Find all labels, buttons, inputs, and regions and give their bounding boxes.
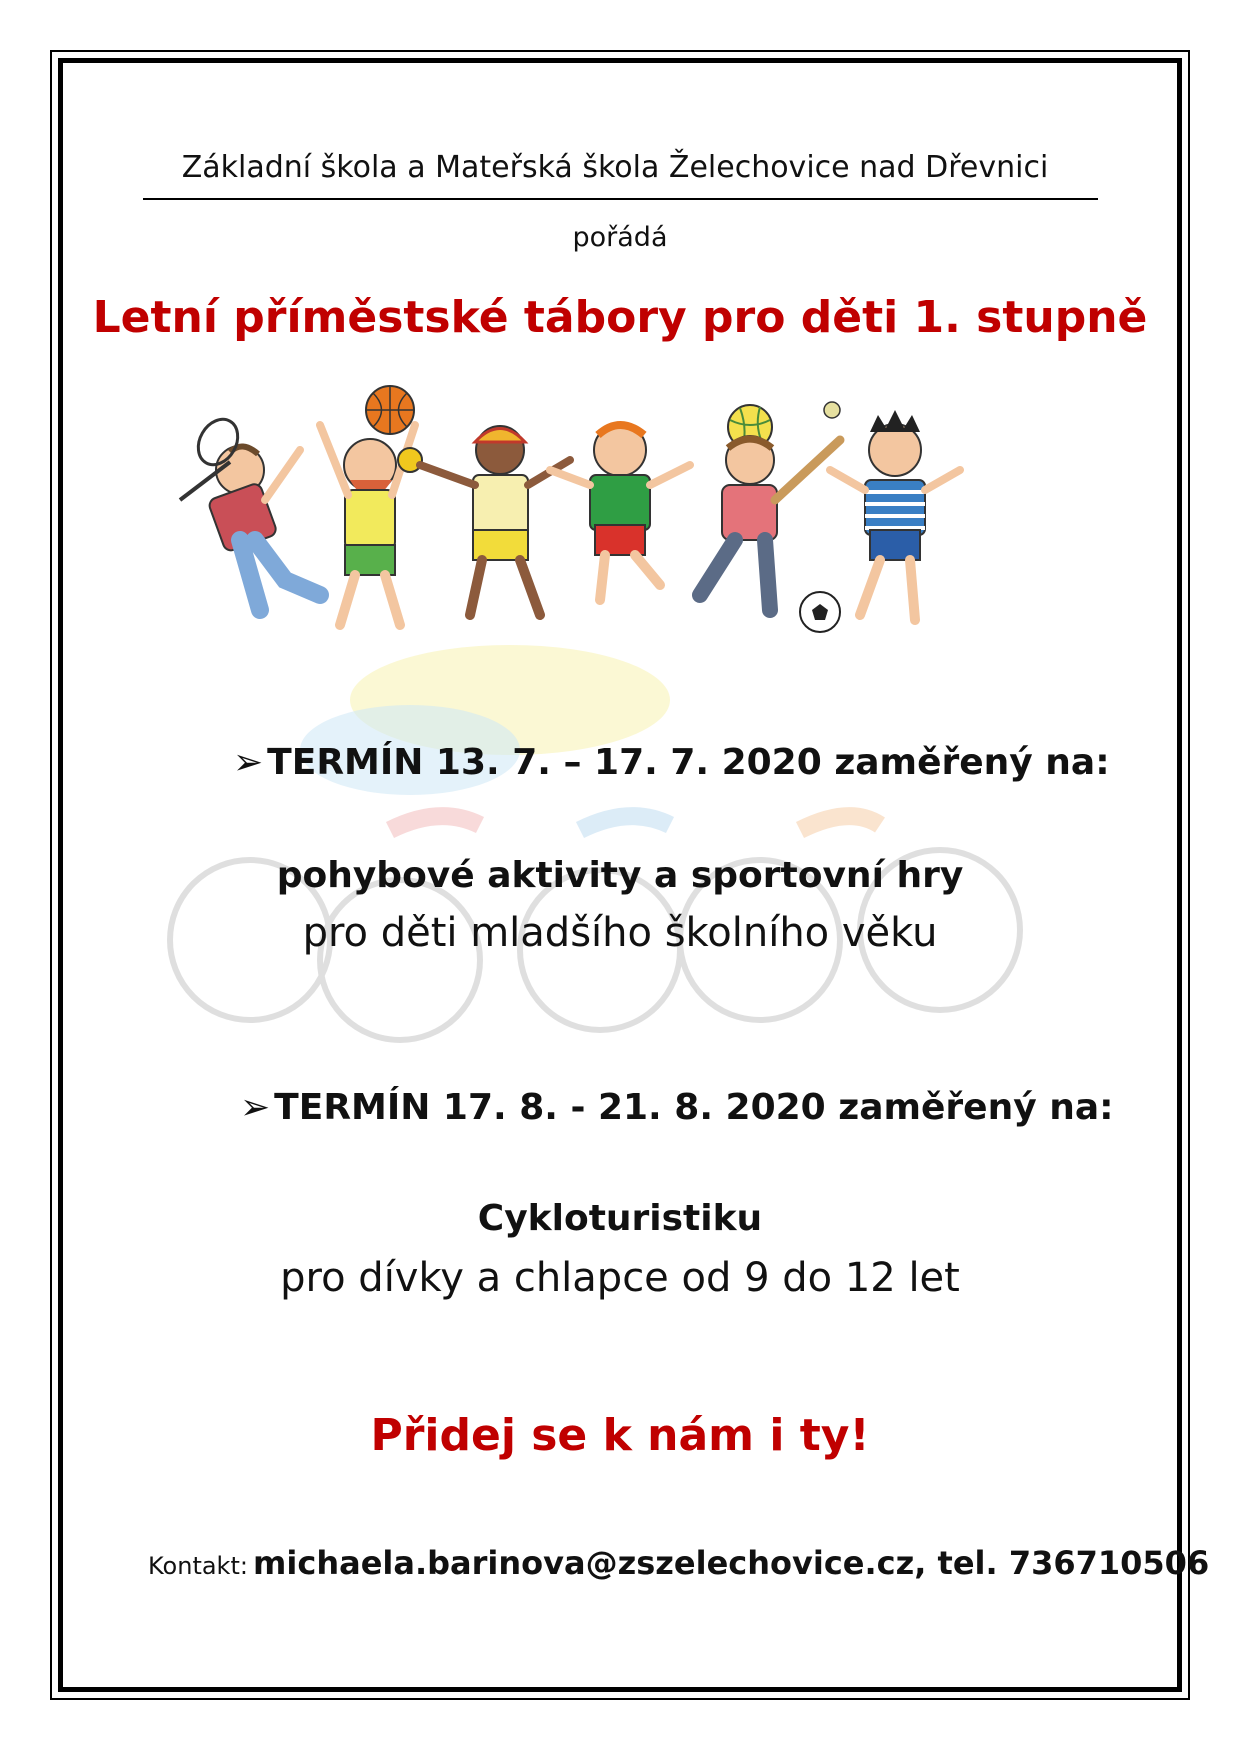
header-divider (143, 198, 1098, 200)
term-2-heading: ➢ TERMÍN 17. 8. - 21. 8. 2020 zaměřený na: (240, 1087, 1114, 1128)
arrow-bullet-icon: ➢ (233, 742, 264, 783)
contact-line (148, 1544, 1209, 1582)
term-1-focus: pohybové aktivity a sportovní hry (276, 855, 964, 896)
school-name: Základní škola a Mateřská škola Želechovice nad Dřevnici (181, 150, 1049, 185)
kids-sports-illustration (170, 380, 1070, 660)
contact-value: michaela.barinova@zszelechovice.cz, tel. 736710506 (253, 1544, 1210, 1582)
poster-title: Letní příměstské tábory pro děti 1. stupně (92, 292, 1148, 343)
contact-label: Kontakt: (148, 1552, 248, 1580)
organizes-label: pořádá (572, 222, 668, 253)
term-2-audience: pro dívky a chlapce od 9 do 12 let (280, 1255, 960, 1301)
arrow-bullet-icon: ➢ (240, 1087, 271, 1128)
call-to-action: Přidej se k nám i ty! (370, 1410, 870, 1461)
term-2-focus: Cykloturistiku (477, 1198, 763, 1239)
term-1-audience: pro děti mladšího školního věku (302, 910, 938, 956)
term-1-heading: ➢ TERMÍN 13. 7. – 17. 7. 2020 zaměřený na: (233, 742, 1110, 783)
